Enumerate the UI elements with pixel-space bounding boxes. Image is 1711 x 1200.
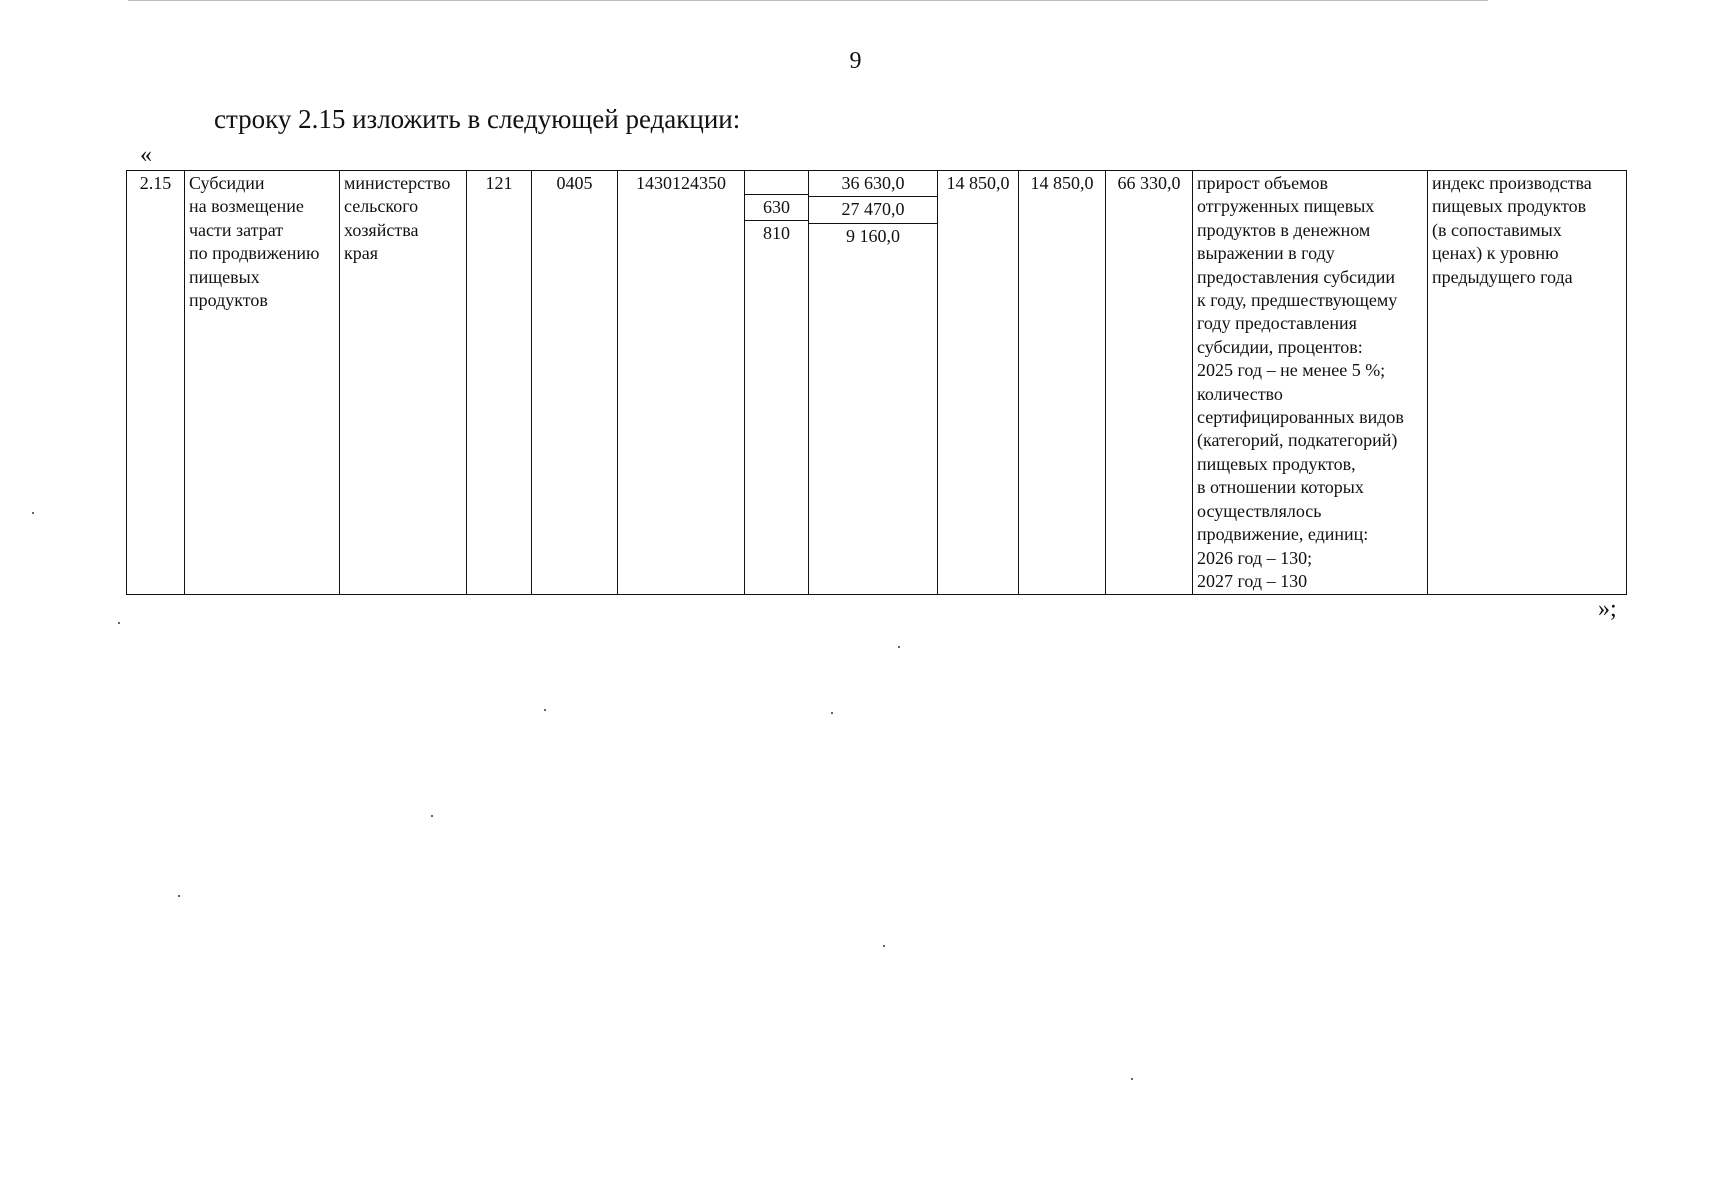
vr-code-item: 810: [763, 223, 790, 244]
opening-quote: «: [140, 142, 152, 168]
expected-result-cell: прирост объемов отгруженных пищевых продуктов в денежном выражении в году предоставления субсидии к году, предшествующему году предоставления субсидии, процентов: 2025 год – не менее 5 %; количество сертифицированных видов (категорий, подкатегорий) пищевых продуктов, в отношении которых осуществлялось продвижение, единиц: 2026 год – 130; 2027 год – 130: [1193, 171, 1428, 595]
scan-speck: [178, 895, 180, 897]
table-row: [127, 171, 1627, 595]
executor-cell: министерство сельского хозяйства края: [340, 171, 467, 595]
vr-code-item: [745, 171, 808, 195]
vr-code-item: 630: [745, 195, 808, 221]
scan-speck: [883, 945, 885, 947]
year1-amount-item: 27 470,0: [809, 197, 937, 223]
scan-speck: [1131, 1078, 1133, 1080]
intro-text: строку 2.15 изложить в следующей редакции:: [214, 104, 741, 134]
program-row-table: [126, 170, 1627, 595]
scan-speck: [544, 709, 546, 711]
year2-amount-cell: 14 850,0: [938, 171, 1019, 595]
vr-code-cell: [745, 171, 809, 595]
grbs-code-cell: 121: [467, 171, 532, 595]
year1-amount-cell: [809, 171, 938, 595]
scan-speck: [431, 815, 433, 817]
closing-quote: »;: [1598, 596, 1617, 622]
indicator-cell: индекс производства пищевых продуктов (в сопоставимых ценах) к уровню предыдущего года: [1428, 171, 1627, 595]
scan-speck: [831, 712, 833, 714]
year1-amount-item: 36 630,0: [809, 171, 937, 197]
scan-speck: [118, 622, 120, 624]
rzpr-code-cell: 0405: [532, 171, 618, 595]
top-scan-line: [128, 0, 1488, 1]
total-amount-cell: 66 330,0: [1106, 171, 1193, 595]
measure-name-cell: Субсидии на возмещение части затрат по продвижению пищевых продуктов: [185, 171, 340, 595]
page-number: 9: [849, 48, 862, 74]
scan-speck: [898, 646, 900, 648]
row-number-cell: 2.15: [127, 171, 185, 595]
year1-amount-item: 9 160,0: [846, 225, 900, 246]
scan-speck: [32, 512, 34, 514]
csr-code-cell: 1430124350: [618, 171, 745, 595]
year3-amount-cell: 14 850,0: [1019, 171, 1106, 595]
